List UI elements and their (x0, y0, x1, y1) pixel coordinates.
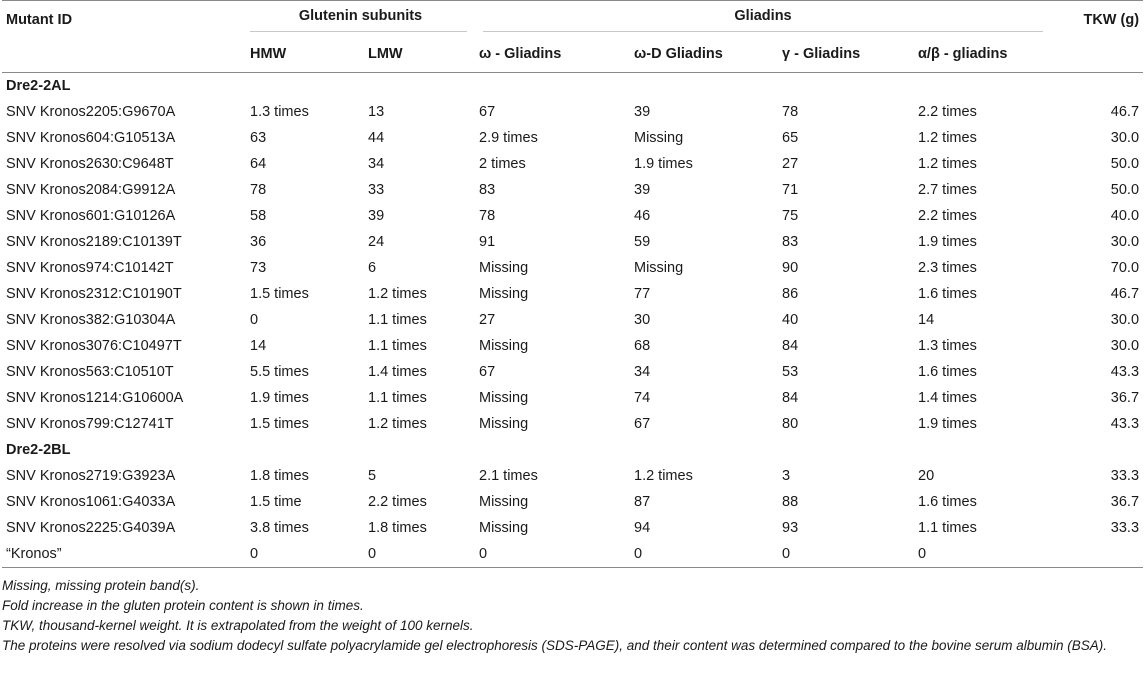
cell-hmw: 14 (250, 338, 267, 354)
cell-omega-d-gliadins: 94 (634, 520, 651, 536)
cell-lmw: 13 (368, 104, 385, 120)
cell-tkw: 43.3 (1110, 416, 1140, 432)
cell-omega-d-gliadins: 68 (634, 338, 651, 354)
cell-gamma-gliadins: 83 (782, 234, 799, 250)
cell-gamma-gliadins: 53 (782, 364, 799, 380)
cell-gamma-gliadins: 90 (782, 260, 799, 276)
cell-mutant-id: SNV Kronos2189:C10139T (6, 234, 182, 250)
cell-omega-gliadins: 2.9 times (479, 130, 538, 146)
cell-gamma-gliadins: 65 (782, 130, 799, 146)
gliadins-divider (483, 31, 1043, 32)
cell-mutant-id: SNV Kronos1214:G10600A (6, 390, 184, 406)
section-label: Dre2-2AL (6, 78, 71, 94)
cell-lmw: 24 (368, 234, 385, 250)
footnote-fold-increase: Fold increase in the gluten protein content is shown in times. (2, 597, 364, 613)
cell-omega-d-gliadins: 1.9 times (634, 156, 693, 172)
cell-tkw: 46.7 (1110, 286, 1140, 302)
table-row (2, 99, 1143, 125)
cell-omega-gliadins: 2.1 times (479, 468, 538, 484)
cell-gamma-gliadins: 0 (778, 541, 914, 567)
cell-tkw: 36.7 (1110, 390, 1140, 406)
table-row (2, 307, 1143, 333)
header-lmw: LMW (364, 37, 475, 73)
cell-mutant-id: SNV Kronos2225:G4039A (6, 520, 176, 536)
cell-mutant-id: SNV Kronos1061:G4033A (6, 494, 176, 510)
footnotes (2, 576, 1145, 656)
table-row (2, 177, 1143, 203)
table-row (2, 203, 1143, 229)
cell-omega-d-gliadins: 77 (634, 286, 651, 302)
cell-alpha-beta-gliadins: 1.6 times (918, 494, 977, 510)
cell-alpha-beta-gliadins: 1.9 times (918, 416, 977, 432)
section-label: Dre2-2BL (6, 442, 71, 458)
cell-omega-d-gliadins: 87 (634, 494, 651, 510)
cell-gamma-gliadins: 27 (782, 156, 799, 172)
cell-gamma-gliadins: 3 (782, 468, 791, 484)
cell-gamma-gliadins: 84 (782, 338, 799, 354)
cell-alpha-beta-gliadins: 1.2 times (918, 130, 977, 146)
cell-omega-d-gliadins: 30 (634, 312, 651, 328)
cell-tkw: 33.3 (1110, 468, 1140, 484)
cell-hmw: 5.5 times (250, 364, 309, 380)
cell-omega-d-gliadins: 0 (630, 541, 778, 567)
cell-mutant-id: SNV Kronos3076:C10497T (6, 338, 182, 354)
table-row (2, 333, 1143, 359)
table-row (2, 151, 1143, 177)
cell-omega-gliadins: Missing (479, 338, 529, 354)
cell-tkw: 70.0 (1110, 260, 1140, 276)
header-glutenin-subunits (246, 1, 475, 37)
table-row (2, 463, 1143, 489)
cell-omega-gliadins: 2 times (479, 156, 526, 172)
cell-hmw: 1.5 times (250, 286, 309, 302)
cell-hmw: 1.5 time (250, 494, 302, 510)
cell-omega-gliadins: 83 (479, 182, 496, 198)
cell-hmw: 73 (250, 260, 267, 276)
cell-lmw: 1.1 times (368, 312, 427, 328)
header-gliadins-label: Gliadins (734, 7, 792, 24)
cell-omega-gliadins: 27 (479, 312, 496, 328)
cell-omega-d-gliadins: 59 (634, 234, 651, 250)
cell-lmw: 34 (368, 156, 385, 172)
cell-mutant-id: SNV Kronos2630:C9648T (6, 156, 174, 172)
table-row (2, 359, 1143, 385)
cell-hmw: 1.8 times (250, 468, 309, 484)
cell-omega-d-gliadins: Missing (634, 130, 684, 146)
cell-hmw: 1.3 times (250, 104, 309, 120)
cell-lmw: 0 (364, 541, 475, 567)
cell-tkw: 30.0 (1110, 234, 1140, 250)
header-empty (2, 37, 246, 73)
cell-tkw: 50.0 (1110, 156, 1140, 172)
cell-gamma-gliadins: 80 (782, 416, 799, 432)
cell-alpha-beta-gliadins: 20 (918, 468, 935, 484)
cell-hmw: 1.9 times (250, 390, 309, 406)
cell-alpha-beta-gliadins: 14 (918, 312, 935, 328)
cell-mutant-id: SNV Kronos604:G10513A (6, 130, 176, 146)
cell-lmw: 39 (368, 208, 385, 224)
cell-alpha-beta-gliadins: 2.2 times (918, 104, 977, 120)
cell-alpha-beta-gliadins: 1.6 times (918, 286, 977, 302)
header-gliadins (475, 1, 1051, 37)
cell-lmw: 33 (368, 182, 385, 198)
cell-gamma-gliadins: 84 (782, 390, 799, 406)
cell-hmw: 63 (250, 130, 267, 146)
cell-lmw: 1.4 times (368, 364, 427, 380)
cell-alpha-beta-gliadins: 1.1 times (918, 520, 977, 536)
header-tkw: TKW (g) (1051, 1, 1143, 37)
cell-omega-d-gliadins: 1.2 times (634, 468, 693, 484)
table-row (2, 411, 1143, 437)
cell-tkw: 30.0 (1110, 130, 1140, 146)
cell-tkw: 50.0 (1110, 182, 1140, 198)
header-hmw: HMW (246, 37, 364, 73)
table-header (2, 1, 1143, 73)
cell-omega-gliadins: 67 (479, 364, 496, 380)
table-row (2, 489, 1143, 515)
cell-omega-d-gliadins: 74 (634, 390, 651, 406)
cell-lmw: 1.1 times (368, 338, 427, 354)
cell-lmw: 1.8 times (368, 520, 427, 536)
footnote-missing: Missing, missing protein band(s). (2, 577, 200, 593)
cell-alpha-beta-gliadins: 1.6 times (918, 364, 977, 380)
cell-gamma-gliadins: 88 (782, 494, 799, 510)
table-row (2, 281, 1143, 307)
cell-mutant-id: SNV Kronos799:C12741T (6, 416, 174, 432)
cell-omega-gliadins: 91 (479, 234, 496, 250)
cell-omega-gliadins: Missing (479, 494, 529, 510)
cell-lmw: 1.2 times (368, 286, 427, 302)
cell-gamma-gliadins: 40 (782, 312, 799, 328)
cell-hmw: 3.8 times (250, 520, 309, 536)
cell-lmw: 44 (368, 130, 385, 146)
cell-omega-d-gliadins: 67 (634, 416, 651, 432)
header-alpha-beta-gliadins: α/β - gliadins (914, 37, 1051, 73)
cell-omega-gliadins: Missing (479, 286, 529, 302)
cell-gamma-gliadins: 71 (782, 182, 799, 198)
cell-alpha-beta-gliadins: 1.2 times (918, 156, 977, 172)
cell-hmw: 64 (250, 156, 267, 172)
cell-tkw: 33.3 (1110, 520, 1140, 536)
cell-mutant-id: SNV Kronos382:G10304A (6, 312, 176, 328)
cell-mutant-id: SNV Kronos2205:G9670A (6, 104, 176, 120)
cell-lmw: 2.2 times (368, 494, 427, 510)
cell-lmw: 1.2 times (368, 416, 427, 432)
header-gamma-gliadins: γ - Gliadins (778, 37, 914, 73)
header-omega-gliadins: ω - Gliadins (475, 37, 630, 73)
cell-omega-gliadins: 78 (479, 208, 496, 224)
cell-mutant-id: SNV Kronos563:C10510T (6, 364, 174, 380)
cell-hmw: 58 (250, 208, 267, 224)
cell-mutant-id: SNV Kronos2084:G9912A (6, 182, 176, 198)
footnote-tkw: TKW, thousand-kernel weight. It is extrapolated from the weight of 100 kernels. (2, 617, 474, 633)
cell-tkw: 30.0 (1110, 338, 1140, 354)
cell-omega-gliadins: 67 (479, 104, 496, 120)
cell-omega-d-gliadins: 39 (634, 104, 651, 120)
header-mutant-id: Mutant ID (2, 1, 246, 37)
cell-omega-gliadins: Missing (479, 520, 529, 536)
cell-tkw: 46.7 (1110, 104, 1140, 120)
section-row (2, 73, 1143, 100)
cell-gamma-gliadins: 75 (782, 208, 799, 224)
table-row (2, 125, 1143, 151)
cell-lmw: 1.1 times (368, 390, 427, 406)
cell-omega-gliadins: Missing (479, 390, 529, 406)
cell-omega-gliadins: Missing (479, 260, 529, 276)
table-body (2, 73, 1143, 568)
header-empty-tkw (1051, 37, 1143, 73)
control-row (2, 541, 1143, 567)
cell-mutant-id: SNV Kronos974:C10142T (6, 260, 174, 276)
cell-tkw: 43.3 (1110, 364, 1140, 380)
mutant-table (2, 0, 1143, 568)
cell-hmw: 0 (250, 312, 259, 328)
cell-alpha-beta-gliadins: 1.4 times (918, 390, 977, 406)
footnote-sds-page: The proteins were resolved via sodium dodecyl sulfate polyacrylamide gel electrophoresis (SDS-PAGE), and their content was determined compared to the bovine serum albumin (BSA). (2, 637, 1108, 653)
cell-alpha-beta-gliadins: 2.2 times (918, 208, 977, 224)
cell-alpha-beta-gliadins: 1.3 times (918, 338, 977, 354)
cell-gamma-gliadins: 86 (782, 286, 799, 302)
table-row (2, 255, 1143, 281)
cell-tkw: 30.0 (1110, 312, 1140, 328)
cell-omega-gliadins: Missing (479, 416, 529, 432)
cell-mutant-id: SNV Kronos601:G10126A (6, 208, 176, 224)
cell-omega-gliadins: 0 (475, 541, 630, 567)
header-omega-d-gliadins: ω-D Gliadins (630, 37, 778, 73)
cell-gamma-gliadins: 78 (782, 104, 799, 120)
section-row (2, 437, 1143, 463)
table-row (2, 385, 1143, 411)
cell-hmw: 1.5 times (250, 416, 309, 432)
cell-omega-d-gliadins: 46 (634, 208, 651, 224)
cell-alpha-beta-gliadins: 0 (914, 541, 1051, 567)
cell-mutant-id: “Kronos” (2, 541, 246, 567)
cell-alpha-beta-gliadins: 1.9 times (918, 234, 977, 250)
cell-tkw (1051, 541, 1143, 567)
cell-mutant-id: SNV Kronos2312:C10190T (6, 286, 182, 302)
cell-hmw: 36 (250, 234, 267, 250)
glutenin-divider (250, 31, 467, 32)
cell-hmw: 0 (246, 541, 364, 567)
cell-omega-d-gliadins: Missing (634, 260, 684, 276)
cell-gamma-gliadins: 93 (782, 520, 799, 536)
cell-omega-d-gliadins: 39 (634, 182, 651, 198)
cell-mutant-id: SNV Kronos2719:G3923A (6, 468, 176, 484)
cell-omega-d-gliadins: 34 (634, 364, 651, 380)
cell-tkw: 36.7 (1110, 494, 1140, 510)
cell-lmw: 6 (368, 260, 377, 276)
cell-hmw: 78 (250, 182, 267, 198)
header-glutenin-label: Glutenin subunits (298, 7, 423, 24)
cell-lmw: 5 (368, 468, 377, 484)
cell-alpha-beta-gliadins: 2.3 times (918, 260, 977, 276)
cell-alpha-beta-gliadins: 2.7 times (918, 182, 977, 198)
table-row (2, 229, 1143, 255)
cell-tkw: 40.0 (1110, 208, 1140, 224)
table-row (2, 515, 1143, 541)
